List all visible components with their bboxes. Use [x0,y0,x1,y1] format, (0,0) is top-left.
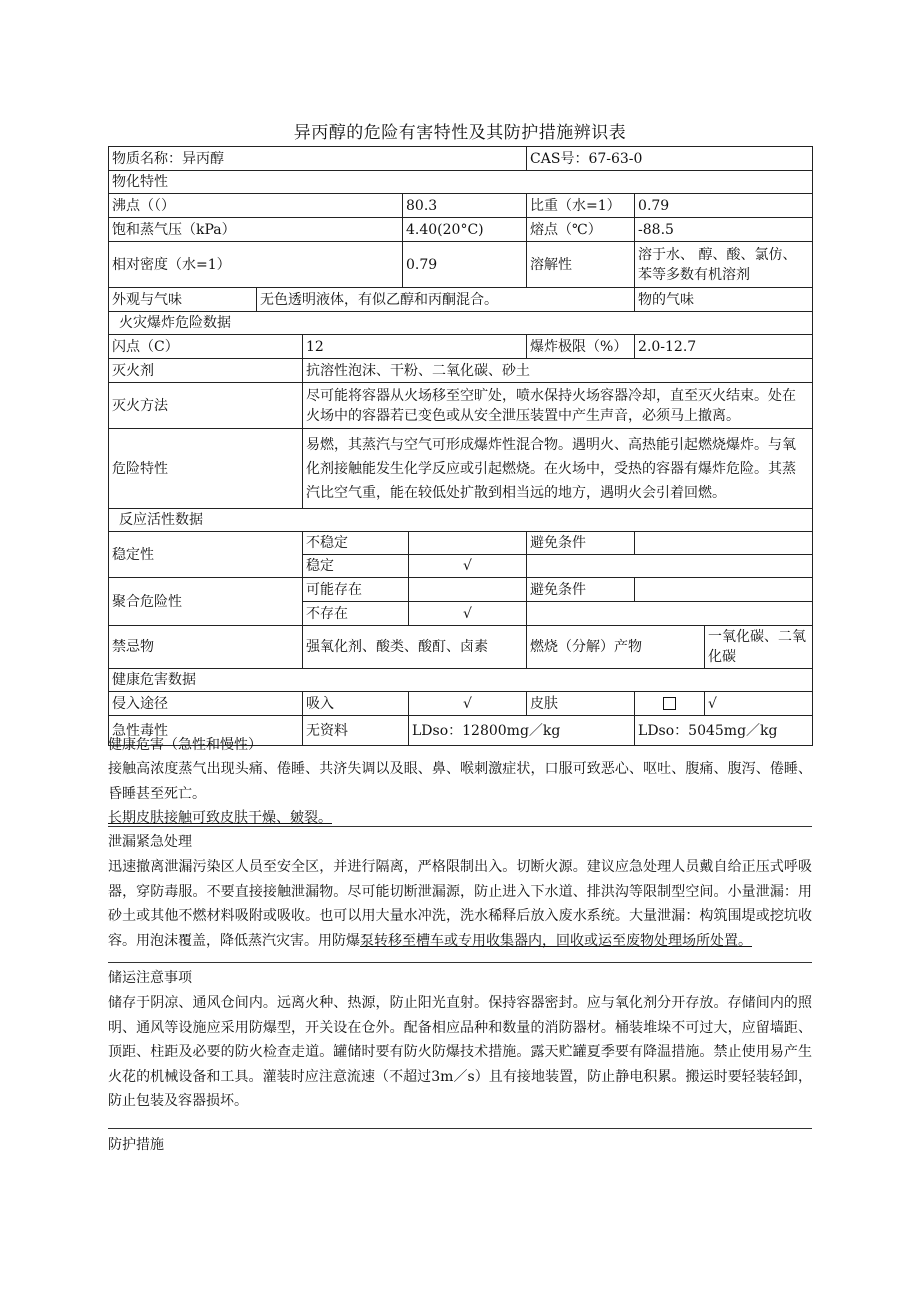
agent-value: 抗溶性泡沫、干粉、二氧化碳、砂土 [303,359,813,383]
stability-label: 稳定性 [109,532,303,578]
inhalation-check: √ [409,692,527,716]
acute-label: 急性毒性 [109,716,303,746]
melting-value: -88.5 [635,218,813,242]
spill-text-b: 泵转移至槽车或专用收集器内，回收或运至废物处理场所处置。 [360,932,752,949]
section-divider [108,1128,812,1129]
density-label: 比重（水=1） [527,194,635,218]
avoid-value-2 [635,578,813,602]
avoid-label-1: 避免条件 [527,532,635,555]
appearance-value: 无色透明液体，有似乙醇和丙酮混合。 [257,288,635,312]
boiling-value: 80.3 [403,194,527,218]
spill-heading: 泄漏紧急处理 [108,834,192,850]
section-divider [108,962,812,963]
density-value: 0.79 [635,194,813,218]
agent-label: 灭火剂 [109,359,303,383]
method-label: 灭火方法 [109,383,303,429]
ld50-oral: LDso：12800mg／kg [409,716,635,746]
appearance-value-cont: 物的气味 [635,288,813,312]
reactivity-heading: 反应活性数据 [109,509,813,532]
route-label: 侵入途径 [109,692,303,716]
appearance-label: 外观与气味 [109,288,257,312]
not-exist-blank [527,602,813,626]
explosive-value: 2.0-12.7 [635,335,813,359]
cas-number: CAS号：67-63-0 [527,147,813,171]
fire-heading: 火灾爆炸危险数据 [109,312,813,335]
checkbox-icon [663,697,676,710]
spill-text [108,855,812,953]
not-exist-label: 不存在 [303,602,409,626]
skin-label: 皮肤 [527,692,635,716]
vapor-label: 饱和蒸气压（kPa） [109,218,403,242]
may-exist-label: 可能存在 [303,578,409,602]
acute-none: 无资料 [303,716,409,746]
polymer-label: 聚合危险性 [109,578,303,626]
vapor-value: 4.40(20°C) [403,218,527,242]
may-exist-check [409,578,527,602]
health-hazard-heading: 健康危害（急性和慢性） [108,737,262,753]
melting-label: 熔点（℃） [527,218,635,242]
avoid-value-1 [635,532,813,555]
spill-text-a: 迅速撤离泄漏污染区人员至安全区，并进行隔离，严格限制出入。切断火源。建议应急处理人员戴自给正压式呼吸器，穿防毒服。不要直接接触泄漏物。尽可能切断泄漏源，防止进入下水道、排洪沟等限制型空间。小量泄漏：用砂土或其他不燃材料吸附或吸收。也可以用大量水冲洗，洗水稀释后放入废水系统。大量泄漏：构筑围堤或挖坑收容。用泡沫覆盖，降低蒸汽灾害。用防爆 [108,859,812,949]
combustion-value: 一氧化碳、二氧化碳 [705,626,813,669]
physchem-heading: 物化特性 [109,171,813,194]
reldens-label: 相对密度（水=1） [109,242,403,288]
solubility-label: 溶解性 [527,242,635,288]
stable-blank [527,555,813,578]
reldens-value: 0.79 [403,242,527,288]
skin-box [635,692,705,716]
unstable-label: 不稳定 [303,532,409,555]
storage-heading: 储运注意事项 [108,970,192,986]
hazard-value: 易燃，其蒸汽与空气可形成爆炸性混合物。遇明火、高热能引起燃烧爆炸。与氧化剂接触能发生化学反应或引起燃烧。在火场中，受热的容器有爆炸危险。其蒸汽比空气重，能在较低处扩散到相当远的地方，遇明火会引着回燃。 [303,429,813,509]
hazard-label: 危险特性 [109,429,303,509]
explosive-label: 爆炸极限（%） [527,335,635,359]
inhalation-label: 吸入 [303,692,409,716]
stable-label: 稳定 [303,555,409,578]
stable-check: √ [409,555,527,578]
skin-check: √ [705,692,813,716]
avoid-label-2: 避免条件 [527,578,635,602]
health-hazard-line2: 长期皮肤接触可致皮肤干燥、皴裂。 [108,810,332,826]
health-data-heading: 健康危害数据 [109,669,813,692]
flash-label: 闪点（C） [109,335,303,359]
combustion-label: 燃烧（分解）产物 [527,626,705,669]
method-value: 尽可能将容器从火场移至空旷处，喷水保持火场容器冷却，直至灭火结束。处在火场中的容器若已变色或从安全泄压装置中产生声音，必须马上撤离。 [303,383,813,429]
incompat-value: 强氧化剂、酸类、酸酊、卤素 [303,626,527,669]
health-hazard-line1: 接触高浓度蒸气出现头痛、倦睡、共济失调以及眼、鼻、喉刺激症状，口服可致恶心、呕吐、腹痛、腹泻、倦睡、昏睡甚至死亡。 [108,761,812,802]
substance-name: 物质名称：异丙醇 [109,147,527,171]
unstable-check [409,532,527,555]
ld50-dermal: LDso：5045mg／kg [635,716,813,746]
solubility-value: 溶于水、 醇、酸、氯仿、苯等多数有机溶剂 [635,242,813,288]
incompat-label: 禁忌物 [109,626,303,669]
section-divider [108,826,812,827]
not-exist-check: √ [409,602,527,626]
msds-table [108,146,812,746]
flash-value: 12 [303,335,527,359]
page-title: 异丙醇的危险有害特性及其防护措施辨识表 [293,123,627,143]
protection-heading: 防护措施 [108,1137,164,1153]
storage-text: 储存于阴凉、通风仓间内。远离火种、热源，防止阳光直射。保持容器密封。应与氧化剂分开存放。存储间内的照明、通风等设施应采用防爆型，开关设在仓外。配备相应品种和数量的消防器材。桶装堆垛不可过大，应留墙距、顶距、柱距及必要的防火检查走道。罐储时要有防火防爆技术措施。露天贮罐夏季要有降温措施。禁止使用易产生火花的机械设备和工具。灌装时应注意流速（不超过3m／s）且有接地装置，防止静电积累。搬运时要轻装轻卸，防止包装及容器损坏。 [108,995,812,1109]
boiling-label: 沸点（（） [109,194,403,218]
